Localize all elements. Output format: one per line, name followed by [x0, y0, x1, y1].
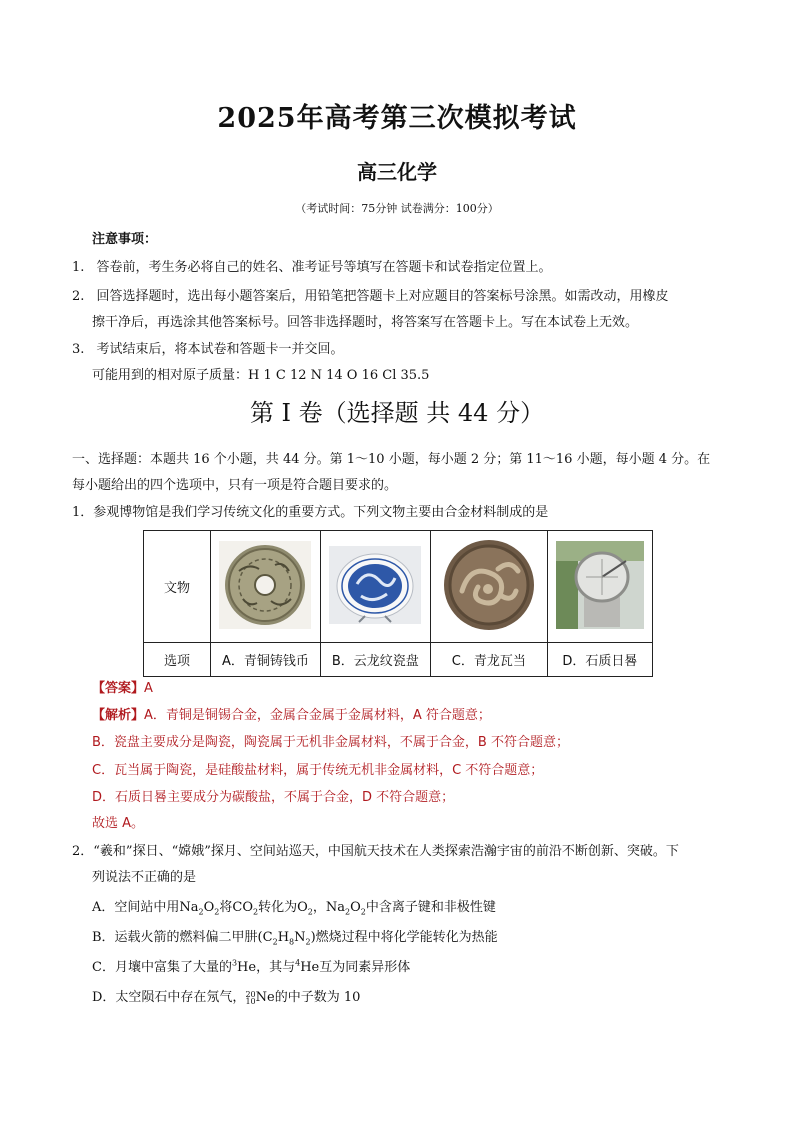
- q1-analysis-line-3: D．石质日晷主要成分为碳酸盐，不属于合金，D 不符合题意；: [92, 790, 455, 805]
- artifact-roof-tile: [430, 531, 547, 643]
- porcelain-plate-icon: [329, 546, 421, 624]
- option-text: 将: [219, 900, 233, 915]
- q1-artifact-table: [143, 530, 653, 677]
- q2-stem-line2: 列说法不正确的是: [92, 870, 197, 885]
- exam-title: 2025年高考第三次模拟考试: [217, 103, 577, 134]
- exam-subject: 高三化学: [357, 160, 437, 184]
- notice-item-text: 考试结束后，将本试卷和答题卡一并交回。: [96, 342, 344, 357]
- option-b: B．云龙纹瓷盘: [320, 643, 430, 677]
- option-d: D．石质日晷: [547, 643, 652, 677]
- atomic-mass: 可能用到的相对原子质量：H 1 C 12 N 14 O 16 Cl 35.5: [92, 368, 430, 383]
- artifact-sundial: [547, 531, 652, 643]
- q2-option-d: D．太空陨石中存在氖气，20 10Ne的中子数为 10: [92, 989, 361, 1006]
- analysis-label: 【解析】: [92, 708, 145, 723]
- notice-item-num: 2.: [72, 289, 85, 304]
- option-text: C．月壤中富集了大量的: [92, 960, 232, 975]
- q1-analysis-line-2: C．瓦当属于陶瓷，是硅酸盐材料，属于传统无机非金属材料，C 不符合题意；: [92, 763, 544, 778]
- analysis-text: A．青铜是铜锡合金，金属合金属于金属材料，A 符合题意；: [144, 708, 491, 723]
- answer-value: A: [144, 681, 153, 696]
- notice-item-1: [72, 256, 552, 275]
- option-text: )燃烧过程中将化学能转化为热能: [310, 930, 498, 945]
- answer-label: 【答案】: [92, 681, 145, 696]
- notice-item-2: [72, 285, 669, 304]
- notice-item-2-cont: 擦干净后，再选涂其他答案标号。回答非选择题时，将答案写在答题卡上。写在本试卷上无效。: [92, 315, 639, 330]
- q1-analysis-line-0: [92, 704, 491, 723]
- option-text: 的中子数为 10: [274, 990, 361, 1005]
- option-text: A．空间站中用: [92, 900, 180, 915]
- option-a: A．青铜铸钱币: [211, 643, 321, 677]
- artifact-porcelain-plate: [320, 531, 430, 643]
- option-text: D．太空陨石中存在氖气，: [92, 990, 246, 1005]
- section-intro-line2: 每小题给出的四个选项中，只有一项是符合题目要求的。: [72, 478, 398, 493]
- exam-time-info: （考试时间：75分钟 试卷满分：100分）: [295, 202, 499, 215]
- option-text: 转化为: [258, 900, 298, 915]
- option-c: C．青龙瓦当: [430, 643, 547, 677]
- section-heading: 第 I 卷（选择题 共 44 分）: [249, 399, 545, 427]
- q2-option-a: A．空间站中用$Na_2O_2$将$CO_2$转化为$O_2$，$Na_2O_2$中含离子键和非极性键: [92, 900, 496, 917]
- notice-item-3: [72, 338, 344, 357]
- q1-stem: 1．参观博物馆是我们学习传统文化的重要方式。下列文物主要由合金材料制成的是: [72, 505, 549, 520]
- q2-stem-line1: 2．“羲和”探日、“嫦娥”探月、空间站巡天，中国航天技术在人类探索浩瀚宇宙的前沿不断创新、突破。下: [72, 844, 679, 859]
- sundial-icon: [556, 541, 644, 629]
- option-text: B．运载火箭的燃料偏二甲肼(: [92, 930, 263, 945]
- notice-item-num: 1.: [72, 260, 85, 275]
- q1-analysis-line-1: B．瓷盘主要成分是陶瓷，陶瓷属于无机非金属材料，不属于合金，B 不符合题意；: [92, 735, 569, 750]
- q2-option-b: B．运载火箭的燃料偏二甲肼$(C_2H_8N_2)$燃烧过程中将化学能转化为热能: [92, 930, 498, 947]
- notice-item-text: 答卷前，考生务必将自己的姓名、准考证号等填写在答题卡和试卷指定位置上。: [96, 260, 552, 275]
- bronze-coin-icon: [219, 541, 311, 629]
- row-header-option: 选项: [144, 643, 211, 677]
- option-text: 互为同素异形体: [319, 960, 411, 975]
- row-header-artifact: 文物: [144, 531, 211, 643]
- q2-option-c: C．月壤中富集了大量的$^3$He，其与$^4$He互为同素异形体: [92, 958, 411, 975]
- q1-analysis-line-4: 故选 A。: [92, 816, 145, 831]
- section-intro-line1: 一、选择题：本题共 16 个小题，共 44 分。第 1～10 小题，每小题 2 分；第 11～16 小题，每小题 4 分。在: [72, 452, 711, 467]
- notice-item-text: 回答选择题时，选出每小题答案后，用铅笔把答题卡上对应题目的答案标号涂黑。如需改动，用橡皮: [96, 289, 669, 304]
- option-text: ，其与: [256, 960, 296, 975]
- artifact-bronze-coin: [211, 531, 321, 643]
- notice-heading: 注意事项：: [92, 232, 158, 247]
- notice-item-num: 3.: [72, 342, 85, 357]
- q1-answer: [92, 677, 153, 696]
- dragon-tile-icon: [440, 537, 538, 633]
- option-text: 中含离子键和非极性键: [365, 900, 496, 915]
